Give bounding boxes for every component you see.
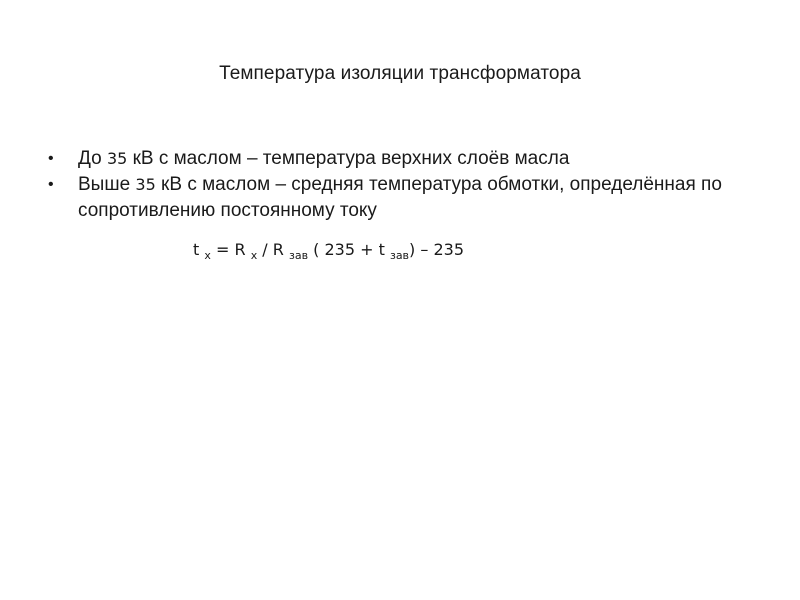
bullet-list [48,146,768,224]
bullet-icon: • [48,150,54,167]
formula-t: t [193,240,200,259]
bullet-item-up-to-35kv [48,146,768,172]
bullet-text-prefix: Выше [78,174,136,195]
bullet-text-rest: кВ с маслом – температура верхних слоёв масла [127,148,570,169]
formula-equals-r: = R [215,240,246,259]
slide-title: Температура изоляции трансформатора [219,63,581,84]
voltage-value: 35 [135,175,156,194]
bullet-item-above-35kv [48,172,768,224]
formula-open-paren: ( 235 + t [313,240,385,259]
bullet-text-prefix: До [78,148,107,169]
bullet-icon: • [48,176,54,193]
formula-sub-zav-2: зав [389,249,410,262]
formula-sub-x-2: х [250,249,258,262]
voltage-value: 35 [106,149,128,168]
bullet-text-rest: кВ с маслом – средняя температура обмотки, определённая по сопротивлению постоянному току [78,174,722,221]
formula-sub-zav: зав [288,249,309,262]
temperature-formula [193,238,464,262]
formula-sub-x: х [204,249,211,262]
formula-close: ) – 235 [409,240,464,259]
formula-divide-r: / R [262,240,284,259]
